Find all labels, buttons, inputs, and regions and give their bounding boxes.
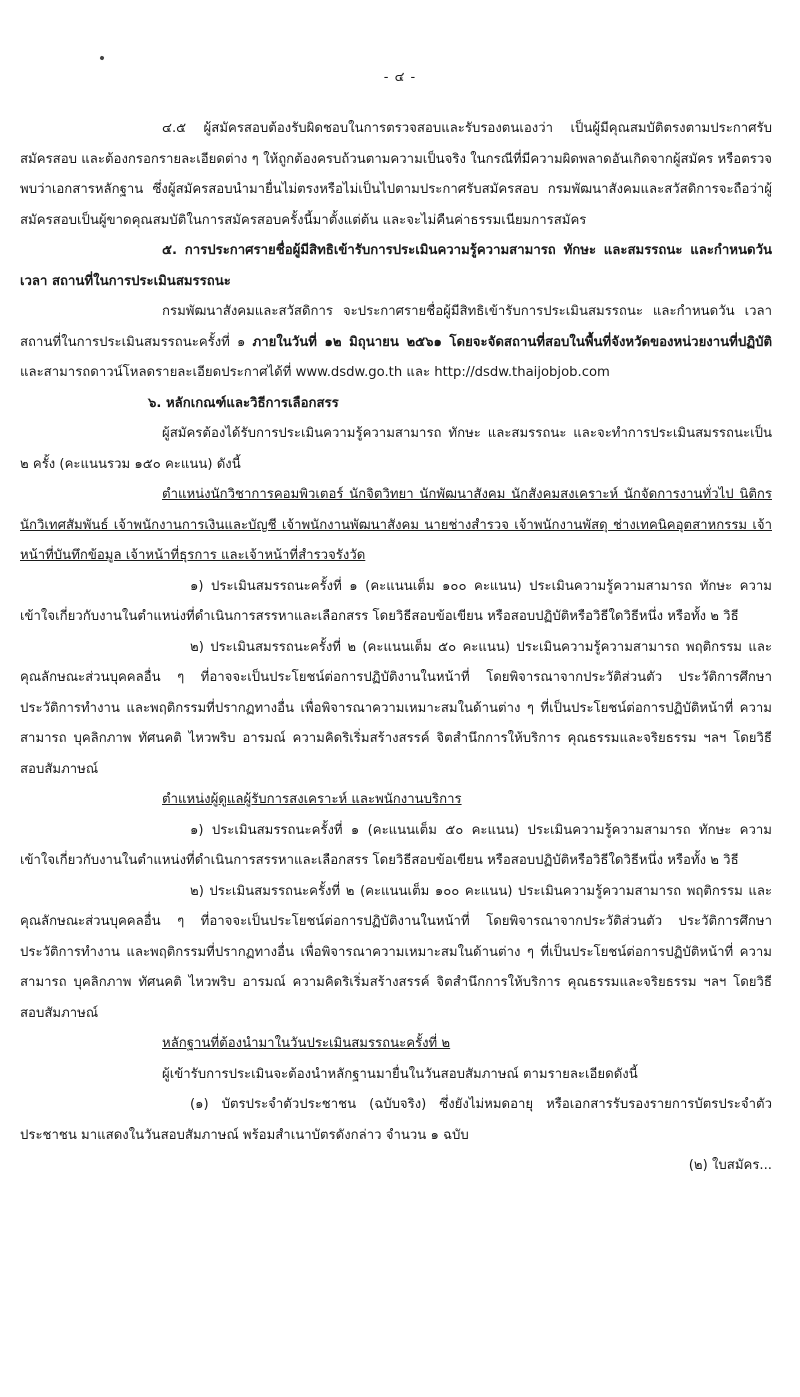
group-1-positions: ตำแหน่งนักวิชาการคอมพิวเตอร์ นักจิตวิทยา นักพัฒนาสังคม นักสังคมสงเคราะห์ นักจัดการงานทั่วไป นิติกร นักวิเทศสัมพันธ์ เจ้าพนักงานการเงินและบัญชี เจ้าพนักงานพัฒนาสังคม นายช่างสำรวจ เจ้าพนักงานพัสดุ ช่างเทคนิคอุตสาหกรรม เจ้าหน้าที่บันทึกข้อมูล เจ้าหน้าที่ธุรการ และเจ้าหน้าที่สำรวจรังวัด <box>20 487 772 563</box>
page-number: - ๔ - <box>383 70 417 85</box>
group-2-positions: ตำแหน่งผู้ดูแลผู้รับการสงเคราะห์ และพนักงานบริการ <box>162 792 462 807</box>
section-5-text-b: และสามารถดาวน์โหลดรายละเอียดประกาศได้ที่ www.dsdw.go.th และ http://dsdw.thaijobjob.com <box>20 365 610 380</box>
evidence-heading: หลักฐานที่ต้องนำมาในวันประเมินสมรรถนะครั้งที่ ๒ <box>162 1036 451 1051</box>
paragraph-4-5: ๔.๕ ผู้สมัครสอบต้องรับผิดชอบในการตรวจสอบและรับรองตนเองว่า เป็นผู้มีคุณสมบัติตรงตามประกาศรับสมัครสอบ และต้องกรอกรายละเอียดต่าง ๆ ให้ถูกต้องครบถ้วนตามความเป็นจริง ในกรณีที่มีความผิดพลาดอันเกิดจากผู้สมัคร หรือตรวจพบว่าเอกสารหลักฐาน ซึ่งผู้สมัครสอบนำมายื่นไม่ตรงหรือไม่เป็นไปตามประกาศรับสมัครสอบ กรมพัฒนาสังคมและสวัสดิการจะถือว่าผู้สมัครสอบเป็นผู้ขาดคุณสมบัติในการสมัครสอบครั้งนี้มาตั้งแต่ต้น และจะไม่คืนค่าธรรมเนียมการสมัคร <box>20 121 772 228</box>
section-5-text-bold: ภายในวันที่ ๑๒ มิถุนายน ๒๕๖๑ โดยจะจัดสถานที่สอบในพื้นที่จังหวัดของหน่วยงานที่ปฏิบัติ <box>252 334 773 350</box>
section-6-intro: ผู้สมัครต้องได้รับการประเมินความรู้ความสามารถ ทักษะ และสมรรถนะ และจะทำการประเมินสมรรถนะเป็น ๒ ครั้ง (คะแนนรวม ๑๕๐ คะแนน) ดังนี้ <box>20 426 772 472</box>
group-1-item-2: ๒) ประเมินสมรรถนะครั้งที่ ๒ (คะแนนเต็ม ๕๐ คะแนน) ประเมินความรู้ความสามารถ พฤติกรรม และคุณลักษณะส่วนบุคคลอื่น ๆ ที่อาจจะเป็นประโยชน์ต่อการปฏิบัติงานในหน้าที่ โดยพิจารณาจากประวัติส่วนตัว ประวัติการศึกษา ประวัติการทำงาน และพฤติกรรมที่ปรากฏทางอื่น เพื่อพิจารณาความเหมาะสมในด้านต่าง ๆ ที่เป็นประโยชน์ต่อการปฏิบัติหน้าที่ ความสามารถ บุคลิกภาพ ทัศนคติ ไหวพริบ อารมณ์ ความคิดริเริ่มสร้างสรรค์ จิตสำนึกการให้บริการ คุณธรรมและจริยธรรม ฯลฯ โดยวิธีสอบสัมภาษณ์ <box>20 639 772 777</box>
evidence-intro: ผู้เข้ารับการประเมินจะต้องนำหลักฐานมายื่นในวันสอบสัมภาษณ์ ตามรายละเอียดดังนี้ <box>162 1066 638 1082</box>
continuation-marker: (๒) ใบสมัคร... <box>688 1158 772 1173</box>
group-2-item-1: ๑) ประเมินสมรรถนะครั้งที่ ๑ (คะแนนเต็ม ๕๐ คะแนน) ประเมินความรู้ความสามารถ ทักษะ ความเข้าใจเกี่ยวกับงานในตำแหน่งที่ดำเนินการสรรหาและเลือกสรร โดยวิธีสอบข้อเขียน หรือสอบปฏิบัติหรือวิธีใดวิธีหนึ่ง หรือทั้ง ๒ วิธี <box>20 822 772 868</box>
scan-speck <box>99 55 104 60</box>
section-6-heading: ๖. หลักเกณฑ์และวิธีการเลือกสรร <box>148 395 339 411</box>
group-2-item-2: ๒) ประเมินสมรรถนะครั้งที่ ๒ (คะแนนเต็ม ๑๐๐ คะแนน) ประเมินความรู้ความสามารถ พฤติกรรม และคุณลักษณะส่วนบุคคลอื่น ๆ ที่อาจจะเป็นประโยชน์ต่อการปฏิบัติงานในหน้าที่ โดยพิจารณาจากประวัติส่วนตัว ประวัติการศึกษา ประวัติการทำงาน และพฤติกรรมที่ปรากฏทางอื่น เพื่อพิจารณาความเหมาะสมในด้านต่าง ๆ ที่เป็นประโยชน์ต่อการปฏิบัติหน้าที่ ความสามารถ บุคลิกภาพ ทัศนคติ ไหวพริบ อารมณ์ ความคิดริเริ่มสร้างสรรค์ จิตสำนึกการให้บริการ คุณธรรมและจริยธรรม ฯลฯ โดยวิธีสอบสัมภาษณ์ <box>20 883 772 1021</box>
section-5-text-a: กรมพัฒนาสังคมและสวัสดิการ จะประกาศรายชื่อผู้มีสิทธิเข้ารับการประเมินสมรรถนะ และกำหนดวัน เวลา สถานที่ในการประเมินสมรรถนะครั้งที่ ๑ <box>20 304 772 350</box>
document-body <box>20 114 772 1182</box>
section-5-heading: ๕. การประกาศรายชื่อผู้มีสิทธิเข้ารับการประเมินความรู้ความสามารถ ทักษะ และสมรรถนะ และกำหนดวัน เวลา สถานที่ในการประเมินสมรรถนะ <box>20 243 772 289</box>
section-5-text <box>20 297 772 389</box>
evidence-item-1: (๑) บัตรประจำตัวประชาชน (ฉบับจริง) ซึ่งยังไม่หมดอายุ หรือเอกสารรับรองรายการบัตรประจำตัวประชาชน มาแสดงในวันสอบสัมภาษณ์ พร้อมสำเนาบัตรดังกล่าว จำนวน ๑ ฉบับ <box>20 1097 772 1143</box>
group-1-item-1: ๑) ประเมินสมรรถนะครั้งที่ ๑ (คะแนนเต็ม ๑๐๐ คะแนน) ประเมินความรู้ความสามารถ ทักษะ ความเข้าใจเกี่ยวกับงานในตำแหน่งที่ดำเนินการสรรหาและเลือกสรร โดยวิธีสอบข้อเขียน หรือสอบปฏิบัติหรือวิธีใดวิธีหนึ่ง หรือทั้ง ๒ วิธี <box>20 578 772 624</box>
